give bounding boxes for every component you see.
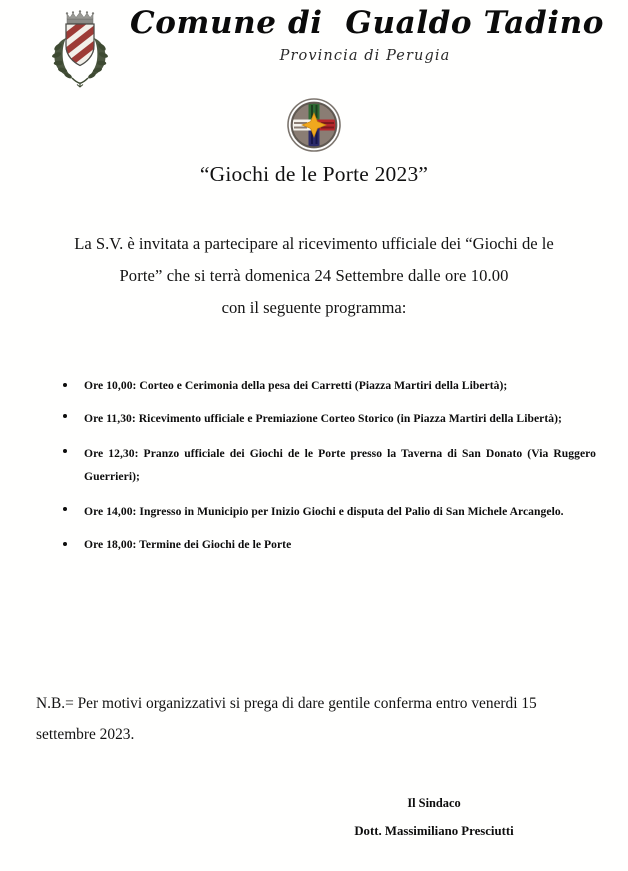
intro-line-3: con il seguente programma: — [221, 298, 407, 317]
list-item — [58, 535, 596, 554]
bullet-icon — [63, 414, 67, 418]
program-item-text: Ore 10,00: Corteo e Cerimonia della pesa dei Carretti (Piazza Martiri della Libertà); — [84, 379, 508, 392]
list-item — [58, 500, 596, 523]
signature-block — [274, 794, 594, 840]
giochi-de-le-porte-emblem-icon — [286, 97, 342, 153]
program-item-text: Ore 18,00: Termine dei Giochi de le Porte — [84, 538, 292, 551]
page-title: “Giochi de le Porte 2023” — [199, 162, 429, 186]
bullet-icon — [63, 507, 67, 511]
intro-line-2: Porte” che si terrà domenica 24 Settembre dalle ore 10.00 — [119, 266, 509, 285]
document-header — [0, 0, 628, 96]
program-item-text: Ore 11,30: Ricevimento ufficiale e Premiazione Corteo Storico (in Piazza Martiri della Libertà); — [84, 412, 562, 425]
program-item-text: Ore 14,00: Ingresso in Municipio per Inizio Giochi e disputa del Palio di San Michele Arcangelo. — [84, 505, 564, 518]
bullet-icon — [63, 542, 67, 546]
bullet-icon — [63, 449, 67, 453]
signature-name: Dott. Massimiliano Presciutti — [354, 824, 514, 838]
bullet-icon — [63, 383, 67, 387]
intro-line-1: La S.V. è invitata a partecipare al ricevimento ufficiale dei “Giochi de le — [74, 234, 554, 253]
program-list — [58, 376, 596, 554]
intro-paragraph — [40, 228, 588, 324]
comune-name: Comune di Gualdo Tadino — [130, 5, 605, 41]
coat-of-arms-icon — [44, 8, 116, 88]
emblem-container — [0, 97, 628, 153]
crown-shape — [66, 10, 94, 23]
signature-role: Il Sindaco — [407, 796, 461, 810]
provincia-name: Provincia di Perugia — [279, 47, 451, 64]
list-item — [58, 407, 596, 430]
header-titles — [130, 5, 605, 64]
list-item — [58, 376, 596, 395]
note-text: N.B.= Per motivi organizzativi si prega di dare gentile conferma entro venerdi 15 settembre 2023. — [36, 695, 537, 743]
program-item-text: Ore 12,30: Pranzo ufficiale dei Giochi de le Porte presso la Taverna di San Donato (Via Ruggero Guerrieri); — [84, 447, 596, 483]
list-item — [58, 442, 596, 488]
